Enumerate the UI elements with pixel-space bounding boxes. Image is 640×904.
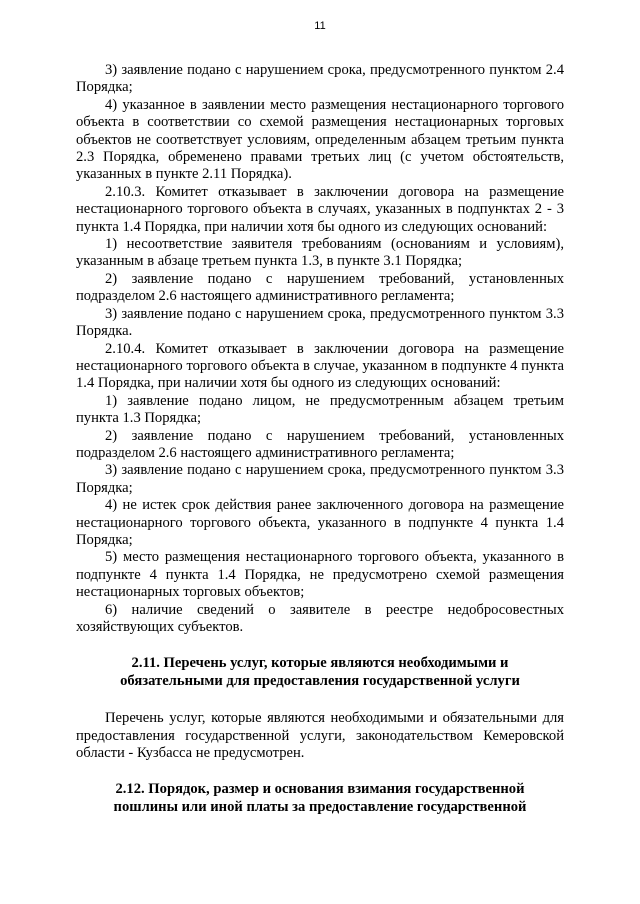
clause-paragraph: 2.10.4. Комитет отказывает в заключении договора на размещение нестационарного торгового объекта в случае, указанном в подпункте 4 пункта 1.4 Порядка, при наличии хотя бы одного из следующих оснований:: [76, 340, 564, 392]
list-item: 2) заявление подано с нарушением требований, установленных подразделом 2.6 настоящего административного регламента;: [76, 427, 564, 461]
clause-paragraph: 2.10.3. Комитет отказывает в заключении договора на размещение нестационарного торгового объекта в случаях, указанных в подпунктах 2 - 3 пункта 1.4 Порядка, при наличии хотя бы одного из следующих оснований:: [76, 183, 564, 235]
page-number: 11: [314, 20, 326, 32]
document-body: [76, 62, 564, 816]
list-item: 4) не истек срок действия ранее заключенного договора на размещение нестационарного торгового объекта, указанного в подпункте 4 пункта 1.4 Порядка;: [76, 497, 564, 548]
list-item: 5) место размещения нестационарного торгового объекта, указанного в подпункте 4 пункта 1.4 Порядка, не предусмотрено схемой размещения нестационарных торговых объектов;: [76, 549, 564, 601]
list-item: 1) заявление подано лицом, не предусмотренным абзацем третьим пункта 1.3 Порядка;: [76, 392, 564, 427]
list-item: 6) наличие сведений о заявителе в реестре недобросовестных хозяйствующих субъектов.: [76, 601, 564, 635]
list-item: 1) несоответствие заявителя требованиям (основаниям и условиям), указанным в абзаце третьем пункта 1.3, в пункте 3.1 Порядка;: [76, 236, 564, 270]
list-item: 4) указанное в заявлении место размещения нестационарного торгового объекта в соответствии со схемой размещения нестационарных торговых объектов не соответствует условиям, определенным абзацем третьим пункта 2.3 Порядка, обременено правами третьих лиц (с учетом обстоятельств, указанных в пункте 2.11 Порядка).: [76, 96, 564, 183]
list-item: 2) заявление подано с нарушением требований, установленных подразделом 2.6 настоящего административного регламента;: [76, 270, 564, 305]
list-item: 3) заявление подано с нарушением срока, предусмотренного пунктом 3.3 Порядка.: [76, 305, 564, 340]
section-heading-2-11: 2.11. Перечень услуг, которые являются необходимыми и обязательными для предоставления государственной услуги: [120, 655, 520, 689]
section-heading-2-12: 2.12. Порядок, размер и основания взимания государственной пошлины или иной платы за предоставление государственной: [113, 781, 527, 815]
list-item: 3) заявление подано с нарушением срока, предусмотренного пунктом 2.4 Порядка;: [76, 62, 564, 96]
list-item: 3) заявление подано с нарушением срока, предусмотренного пунктом 3.3 Порядка;: [76, 462, 564, 496]
section-text-2-11: Перечень услуг, которые являются необходимыми и обязательными для предоставления государственной услуги, законодательством Кемеровской области - Кузбасса не предусмотрен.: [76, 710, 564, 762]
